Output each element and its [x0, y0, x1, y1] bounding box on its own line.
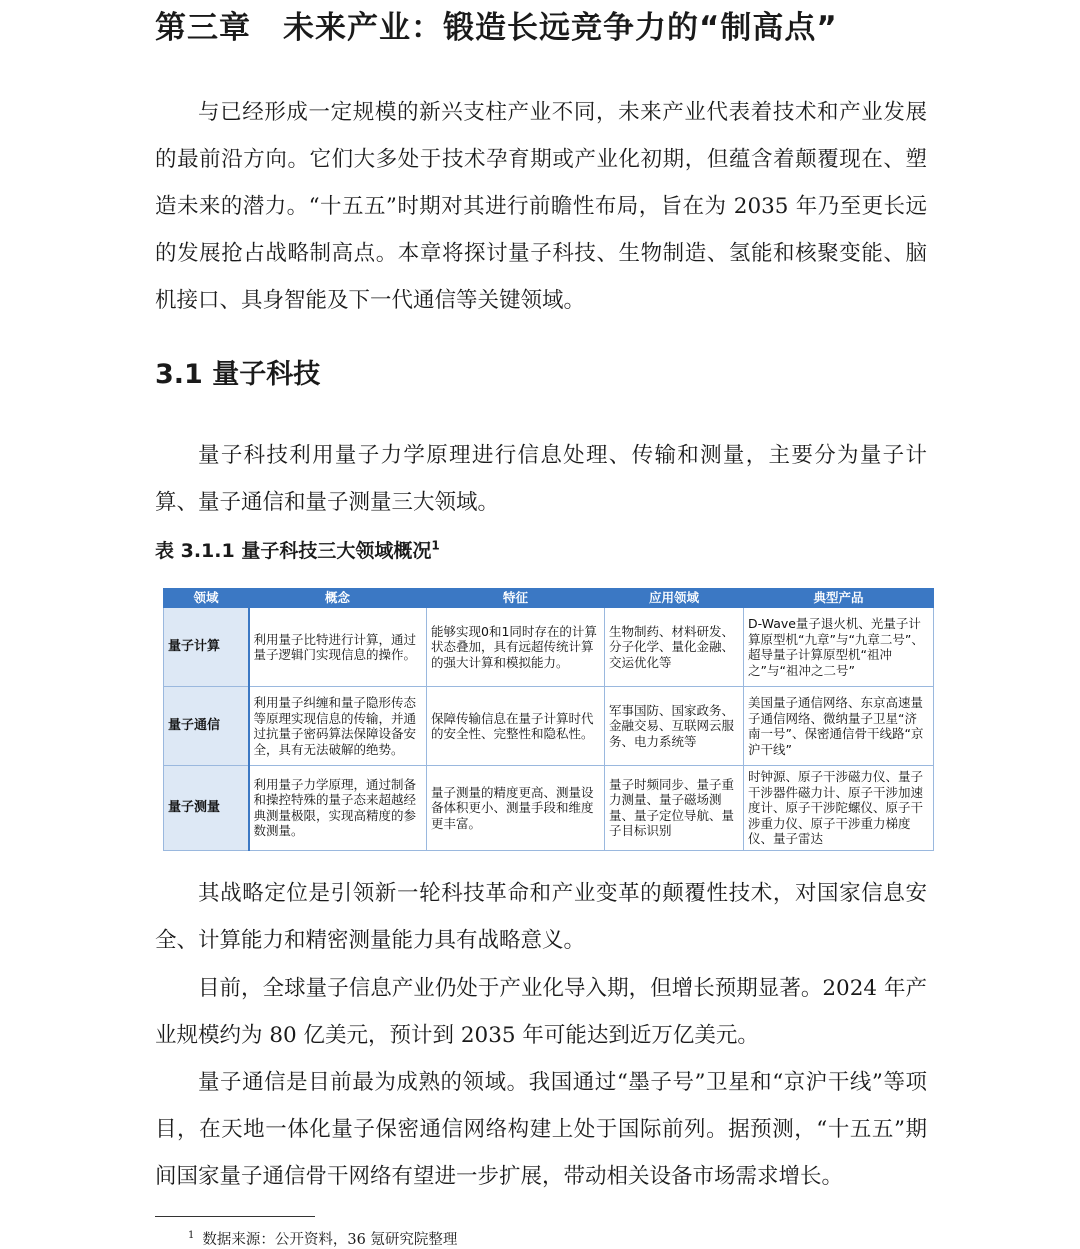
- products-cell: 时钟源、原子干涉磁力仪、量子干涉器件磁力计、原子干涉加速度计、原子干涉陀螺仪、原子干涉重力仪、原子干涉重力梯度仪、量子雷达: [744, 766, 934, 851]
- row-domain-cell: 量子计算: [164, 608, 249, 687]
- header-concept: 概念: [249, 589, 427, 608]
- application-cell: 生物制药、材料研发、分子化学、量化金融、交运优化等: [605, 608, 744, 687]
- products-cell: D-Wave量子退火机、光量子计算原型机“九章”与“九章二号”、超导量子计算原型机“祖冲之”与“祖冲之二号”: [744, 608, 934, 687]
- table-caption-text: 表 3.1.1 量子科技三大领域概况: [155, 540, 432, 562]
- feature-cell: 量子测量的精度更高、测量设备体积更小、测量手段和维度更丰富。: [427, 766, 605, 851]
- table-row: [164, 766, 934, 851]
- section-intro-paragraph: 量子科技利用量子力学原理进行信息处理、传输和测量，主要分为量子计算、量子通信和量子测量三大领域。: [155, 443, 927, 515]
- header-products: 典型产品: [744, 589, 934, 608]
- chapter-title: 第三章 未来产业：锻造长远竞争力的“制高点”: [155, 10, 838, 46]
- table-row: [164, 608, 934, 687]
- row-domain-cell: 量子测量: [164, 766, 249, 851]
- products-cell: 美国量子通信网络、东京高速量子通信网络、微纳量子卫星“济南一号”、保密通信骨干线路“京沪干线”: [744, 687, 934, 766]
- table-caption: [155, 536, 440, 563]
- concept-cell: 利用量子比特进行计算，通过量子逻辑门实现信息的操作。: [249, 608, 427, 687]
- table-header-row: [164, 589, 934, 608]
- table-caption-footnote-marker: 1: [431, 538, 440, 553]
- footnote-marker: 1: [188, 1230, 195, 1242]
- header-application: 应用领域: [605, 589, 744, 608]
- footnote-text: 数据来源：公开资料，36 氪研究院整理: [202, 1232, 458, 1248]
- footnote-divider: [155, 1216, 315, 1217]
- intro-paragraph: 与已经形成一定规模的新兴支柱产业不同，未来产业代表着技术和产业发展的最前沿方向。它们大多处于技术孕育期或产业化初期，但蕴含着颠覆现在、塑造未来的潜力。“十五五”时期对其进行前瞻性布局，旨在为 2035 年乃至更长远的发展抢占战略制高点。本章将探讨量子科技、生物制造、氢能和核聚变能、脑机接口、具身智能及下一代通信等关键领域。: [155, 100, 927, 313]
- application-cell: 量子时频同步、量子重力测量、量子磁场测量、量子定位导航、量子目标识别: [605, 766, 744, 851]
- application-cell: 军事国防、国家政务、金融交易、互联网云服务、电力系统等: [605, 687, 744, 766]
- section-title: 3.1 量子科技: [155, 359, 321, 390]
- row-domain-cell: 量子通信: [164, 687, 249, 766]
- header-domain: 领域: [164, 589, 249, 608]
- concept-cell: 利用量子力学原理，通过制备和操控特殊的量子态来超越经典测量极限，实现高精度的参数测量。: [249, 766, 427, 851]
- header-feature: 特征: [427, 589, 605, 608]
- table-row: [164, 687, 934, 766]
- feature-cell: 能够实现0和1同时存在的计算状态叠加，具有远超传统计算的强大计算和模拟能力。: [427, 608, 605, 687]
- quantum-overview-table: [163, 588, 934, 851]
- market-paragraph: 目前，全球量子信息产业仍处于产业化导入期，但增长预期显著。2024 年产业规模约为 80 亿美元，预计到 2035 年可能达到近万亿美元。: [155, 976, 927, 1048]
- strategy-paragraph: 其战略定位是引领新一轮科技革命和产业变革的颠覆性技术，对国家信息安全、计算能力和精密测量能力具有战略意义。: [155, 881, 927, 953]
- concept-cell: 利用量子纠缠和量子隐形传态等原理实现信息的传输，并通过抗量子密码算法保障设备安全，具有无法破解的绝势。: [249, 687, 427, 766]
- quantum-communication-paragraph: 量子通信是目前最为成熟的领域。我国通过“墨子号”卫星和“京沪干线”等项目，在天地一体化量子保密通信网络构建上处于国际前列。据预测，“十五五”期间国家量子通信骨干网络有望进一步扩展，带动相关设备市场需求增长。: [155, 1070, 927, 1189]
- feature-cell: 保障传输信息在量子计算时代的安全性、完整性和隐私性。: [427, 687, 605, 766]
